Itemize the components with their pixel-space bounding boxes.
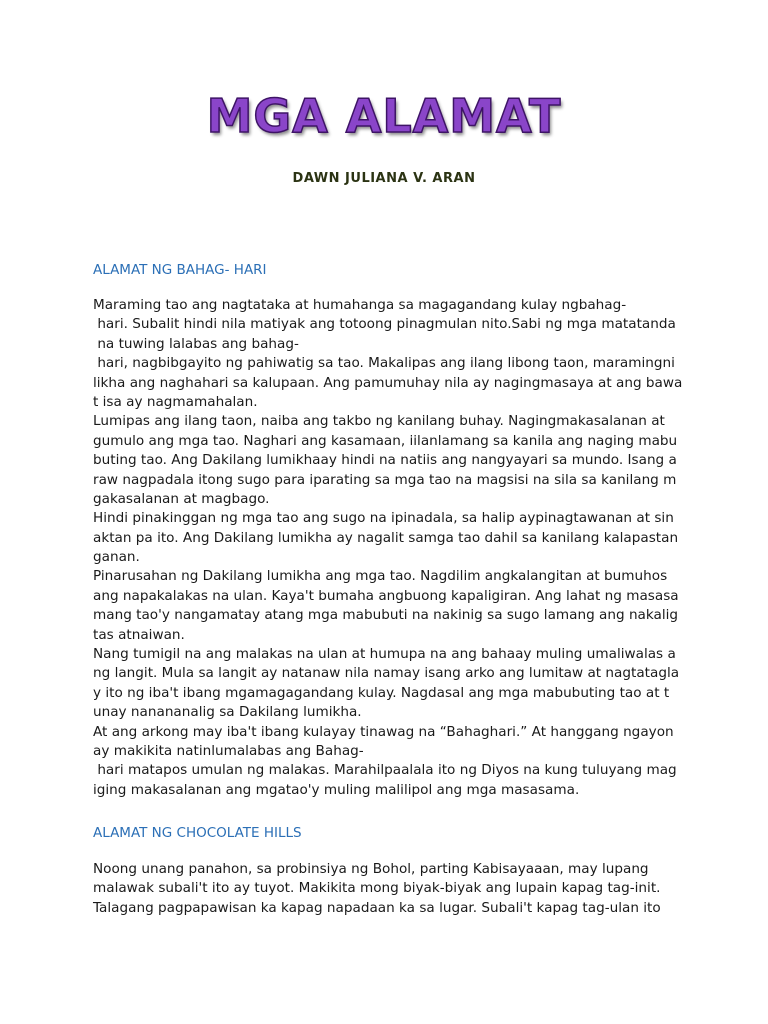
text-line: ng langit. Mula sa langit ay natanaw nila namay isang arko ang lumitaw at nagtatagla	[93, 665, 680, 682]
section-body-bahaghari	[93, 296, 683, 800]
text-line: hari, nagbibgayito ng pahiwatig sa tao. Makalipas ang ilang libong taon, maramingni	[93, 355, 675, 372]
document-author: DAWN JULIANA V. ARAN	[292, 171, 476, 186]
section-body-chocolate-hills	[93, 860, 683, 918]
text-line: malawak subali't ito ay tuyot. Makikita mong biyak-biyak ang lupain kapag tag-init.	[93, 880, 661, 897]
text-line: ay makikita natinlumalabas ang Bahag-	[93, 742, 364, 759]
section-heading-chocolate-hills: ALAMAT NG CHOCOLATE HILLS	[93, 825, 302, 841]
text-line: buting tao. Ang Dakilang lumikhaay hindi na natiis ang nangyayari sa mundo. Isang a	[93, 452, 677, 469]
text-line: Noong unang panahon, sa probinsiya ng Bohol, parting Kabisayaaan, may lupang	[93, 861, 649, 877]
text-line: gakasalanan at magbago.	[93, 490, 270, 507]
text-line: iging makasalanan ang mgatao'y muling malilipol ang mga masasama.	[93, 781, 580, 798]
text-line: At ang arkong may iba't ibang kulayay tinawag na “Bahaghari.” At hanggang ngayon	[93, 723, 674, 740]
text-line: ang napakalakas na ulan. Kaya't bumaha angbuong kapaligiran. Ang lahat ng masasa	[93, 587, 679, 604]
text-line: gumulo ang mga tao. Naghari ang kasamaan, iilanlamang sa kanila ang naging mabu	[93, 432, 678, 449]
text-line: Lumipas ang ilang taon, naiba ang takbo ng kanilang buhay. Nagingmakasalanan at	[93, 413, 665, 430]
section-heading-bahaghari: ALAMAT NG BAHAG- HARI	[93, 262, 267, 278]
text-line: likha ang naghahari sa kalupaan. Ang pamumuhay nila ay nagingmasaya at ang bawa	[93, 374, 683, 391]
text-line: Nang tumigil na ang malakas na ulan at humupa na ang bahaay muling umaliwalas a	[93, 646, 676, 663]
text-line: hari matapos umulan ng malakas. Marahilpaalala ito ng Diyos na kung tuluyang mag	[93, 762, 677, 779]
text-line: ganan.	[93, 549, 140, 566]
text-line: Hindi pinakinggan ng mga tao ang sugo na ipinadala, sa halip aypinagtawanan at sin	[93, 510, 674, 527]
text-line: hari. Subalit hindi nila matiyak ang totoong pinagmulan nito.Sabi ng mga matatanda	[93, 316, 676, 333]
text-line: na tuwing lalabas ang bahag-	[93, 335, 299, 352]
document-title: MGA ALAMAT	[206, 89, 562, 143]
text-line: t isa ay nagmamahalan.	[93, 393, 258, 410]
text-line: tas atnaiwan.	[93, 626, 185, 643]
text-line: Talagang pagpapawisan ka kapag napadaan ka sa lugar. Subali't kapag tag-ulan ito	[93, 899, 661, 916]
text-line: raw nagpadala itong sugo para iparating sa mga tao na magsisi na sila sa kanilang m	[93, 471, 677, 488]
text-line: Pinarusahan ng Dakilang lumikha ang mga tao. Nagdilim angkalangitan at bumuhos	[93, 568, 668, 585]
text-line: mang tao'y nangamatay atang mga mabubuti na nakinig sa sugo lamang ang nakalig	[93, 607, 679, 624]
text-line: aktan pa ito. Ang Dakilang lumikha ay nagalit samga tao dahil sa kanilang kalapastan	[93, 529, 679, 546]
text-line: Maraming tao ang nagtataka at humahanga sa magagandang kulay ngbahag-	[93, 297, 627, 313]
text-line: unay nanananalig sa Dakilang lumikha.	[93, 704, 362, 721]
text-line: y ito ng iba't ibang mgamagagandang kulay. Nagdasal ang mga mabubuting tao at t	[93, 684, 670, 701]
